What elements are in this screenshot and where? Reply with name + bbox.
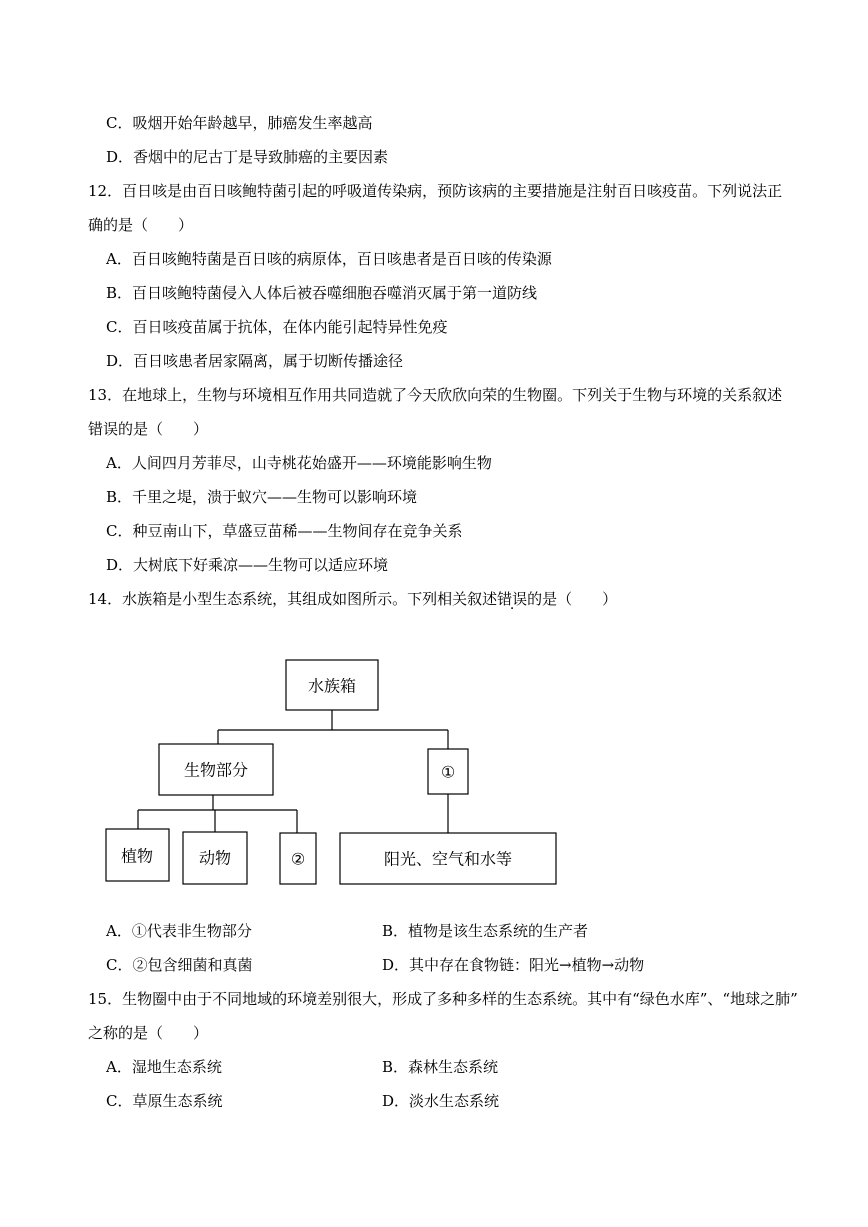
q14-stem-post: 的是（ ） [527, 590, 618, 608]
q15-option-a: A．湿地生态系统 [106, 1058, 222, 1076]
q14-option-a: A．①代表非生物部分 [106, 922, 252, 940]
q15-stem-line2: 之称的是（ ） [88, 1024, 209, 1042]
q13-option-d: D．大树底下好乘凉——生物可以适应环境 [106, 556, 389, 574]
q15-option-d: D．淡水生态系统 [382, 1092, 500, 1110]
q14-option-b: B．植物是该生态系统的生产者 [382, 922, 589, 940]
q12-stem-line1: 12．百日咳是由百日咳鲍特菌引起的呼吸道传染病，预防该病的主要措施是注射百日咳疫苗。下列说法正 [88, 182, 783, 200]
q14-stem-pre: 14．水族箱是小型生态系统，其组成如图所示。下列相关叙述 [88, 590, 498, 608]
abiotic-items-label: 阳光、空气和水等 [383, 849, 513, 869]
q14-option-d: D．其中存在食物链：阳光→植物→动物 [382, 956, 645, 974]
q14-stem-emphasis: 错误 [497, 590, 528, 608]
abiotic-label: ① [440, 762, 456, 782]
animals-label: 动物 [198, 848, 232, 868]
q12-option-b: B．百日咳鲍特菌侵入人体后被吞噬细胞吞噬消灭属于第一道防线 [106, 284, 538, 302]
q11-option-d: D．香烟中的尼古丁是导致肺癌的主要因素 [106, 148, 389, 166]
q12-option-a: A．百日咳鲍特菌是百日咳的病原体，百日咳患者是百日咳的传染源 [106, 250, 552, 268]
decomposers-label: ② [290, 849, 306, 869]
biotic-label: 生物部分 [183, 760, 249, 780]
q13-option-b: B．千里之堤，溃于蚁穴——生物可以影响环境 [106, 488, 418, 506]
q15-stem-line1: 15．生物圈中由于不同地域的环境差别很大，形成了多种多样的生态系统。其中有“绿色水库”、“地球之肺” [88, 990, 798, 1008]
q12-stem-line2: 确的是（ ） [88, 216, 194, 234]
q15-option-c: C．草原生态系统 [106, 1092, 223, 1110]
q13-stem-line1: 13．在地球上，生物与环境相互作用共同造就了今天欣欣向荣的生物圈。下列关于生物与环境的关系叙述 [88, 386, 783, 404]
plants-label: 植物 [120, 846, 154, 866]
q13-option-c: C．种豆南山下，草盛豆苗稀——生物间存在竞争关系 [106, 522, 463, 540]
q12-option-d: D．百日咳患者居家隔离，属于切断传播途径 [106, 352, 404, 370]
q15-option-b: B．森林生态系统 [382, 1058, 499, 1076]
q13-option-a: A．人间四月芳菲尽，山寺桃花始盛开——环境能影响生物 [106, 454, 492, 472]
q14-option-c: C．②包含细菌和真菌 [106, 956, 253, 974]
q13-stem-line2: 错误的是（ ） [88, 420, 209, 438]
q12-option-c: C．百日咳疫苗属于抗体，在体内能引起特异性免疫 [106, 318, 448, 336]
q11-option-c: C．吸烟开始年龄越早，肺癌发生率越高 [106, 114, 373, 132]
root-label: 水族箱 [307, 676, 357, 696]
